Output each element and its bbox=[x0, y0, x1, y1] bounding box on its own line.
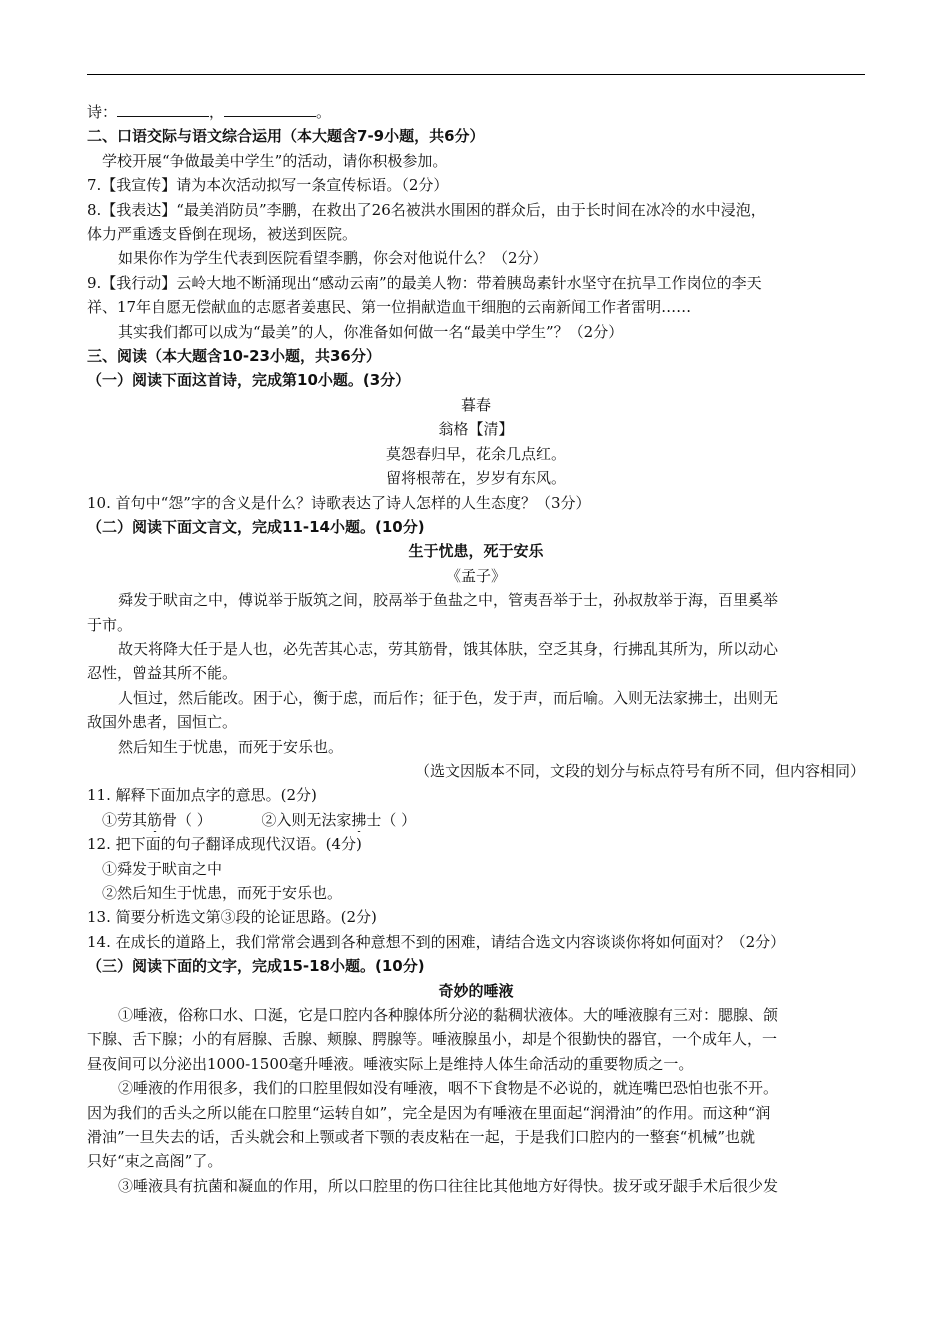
section2-intro: 学校开展“争做最美中学生”的活动，请你积极参加。 bbox=[102, 151, 448, 170]
question-8-line1: 8.【我表达】“最美消防员”李鹏，在救出了26名被洪水围困的群众后，由于长时间在冰冷的水中浸泡， bbox=[87, 200, 766, 219]
section2-heading: 二、口语交际与语文综合运用（本大题含7-9小题，共6分） bbox=[87, 127, 485, 146]
classical-p1-line1: 舜发于畎亩之中，傅说举于版筑之间，胶鬲举于鱼盐之中，管夷吾举于士，孙叔敖举于海，百里奚举 bbox=[118, 591, 779, 610]
poem-fill-line bbox=[87, 100, 865, 124]
classical-p4: 然后知生于忧患，而死于安乐也。 bbox=[118, 737, 344, 756]
question-9-line3: 其实我们都可以成为“最美”的人，你准备如何做一名“最美中学生”？（2分） bbox=[118, 322, 624, 341]
q11-b-dotted-char: 拂 bbox=[351, 810, 367, 829]
essay-p1-line3: 昼夜间可以分泌出1000-1500毫升唾液。唾液实际上是维持人体生命活动的重要物质之一。 bbox=[87, 1054, 694, 1073]
q11-b-post: 士（ ） bbox=[366, 810, 417, 829]
q11-a-post: 骨（ ） bbox=[162, 810, 212, 829]
poem-title: 暮春 bbox=[460, 395, 491, 414]
question-8-line3: 如果你作为学生代表到医院看望李鹏，你会对他说什么？（2分） bbox=[118, 249, 548, 268]
question-7: 7.【我宣传】请为本次活动拟写一条宣传标语。（2分） bbox=[87, 176, 449, 195]
q11-b-pre: ②入则无法家 bbox=[261, 810, 352, 829]
essay-title: 奇妙的唾液 bbox=[438, 981, 514, 1000]
answer-blank-2[interactable] bbox=[224, 101, 316, 117]
poem-author: 翁格【清】 bbox=[438, 420, 514, 439]
question-11: 11. 解释下面加点字的意思。(2分) bbox=[87, 786, 317, 805]
selection-note: （选文因版本不同，文段的划分与标点符号有所不同，但内容相同） bbox=[414, 761, 865, 780]
essay-p1-line1: ①唾液，俗称口水、口涎，它是口腔内各种腺体所分泌的黏稠状液体。大的唾液腺有三对：腮腺、颌 bbox=[118, 1006, 779, 1025]
question-13: 13. 简要分析选文第③段的论证思路。(2分) bbox=[87, 908, 377, 927]
essay-p2-line3: 滑油”一旦失去的话，舌头就会和上颚或者下颚的表皮粘在一起，于是我们口腔内的一整套“机械”也就 bbox=[87, 1128, 756, 1147]
classical-p2-line2: 忍性，曾益其所不能。 bbox=[87, 664, 238, 683]
essay-p2-line1: ②唾液的作用很多，我们的口腔里假如没有唾液，咽不下食物是不必说的，就连嘴巴恐怕也张不开。 bbox=[118, 1079, 779, 1098]
classical-p2-line1: 故天将降大任于是人也，必先苦其心志，劳其筋骨，饿其体肤，空乏其身，行拂乱其所为，所以动心 bbox=[118, 639, 779, 658]
part3-heading: （三）阅读下面的文字，完成15-18小题。(10分) bbox=[87, 957, 425, 976]
question-12: 12. 把下面的句子翻译成现代汉语。(4分) bbox=[87, 835, 362, 854]
essay-p2-line4: 只好“束之高阁”了。 bbox=[87, 1152, 223, 1171]
question-12-b: ②然后知生于忧患，而死于安乐也。 bbox=[102, 884, 343, 902]
part1-heading: （一）阅读下面这首诗，完成第10小题。(3分） bbox=[87, 371, 411, 390]
classical-p3-line1: 人恒过，然后能改。困于心，衡于虑，而后作；征于色，发于声，而后喻。入则无法家拂士，出则无 bbox=[118, 688, 779, 707]
classical-text-title: 生于忧患，死于安乐 bbox=[408, 542, 544, 561]
poem-line-1: 莫怨春归早，花余几点红。 bbox=[385, 444, 566, 463]
answer-blank-1[interactable] bbox=[117, 101, 209, 117]
part2-heading: （二）阅读下面文言文，完成11-14小题。(10分) bbox=[87, 517, 425, 536]
classical-p3-line2: 敌国外患者，国恒亡。 bbox=[87, 713, 238, 732]
question-11-items bbox=[87, 808, 865, 832]
question-12-a: ①舜发于畎亩之中 bbox=[102, 859, 223, 878]
question-10: 10. 首句中“怨”字的含义是什么？诗歌表达了诗人怎样的人生态度？（3分） bbox=[87, 493, 591, 512]
poem-fill-prefix: 诗： bbox=[87, 103, 118, 121]
poem-line-2: 留将根蒂在，岁岁有东风。 bbox=[385, 469, 566, 488]
question-14: 14. 在成长的道路上，我们常常会遇到各种意想不到的困难，请结合选文内容谈谈你将如何面对？（2分） bbox=[87, 932, 786, 951]
essay-p3-line1: ③唾液具有抗菌和凝血的作用，所以口腔里的伤口往往比其他地方好得快。拔牙或牙龈手术后很少发 bbox=[118, 1176, 779, 1195]
header-rule bbox=[87, 74, 865, 75]
question-8-line2: 体力严重透支昏倒在现场，被送到医院。 bbox=[87, 225, 358, 244]
poem-fill-sep: ， bbox=[209, 103, 225, 121]
exam-page bbox=[87, 100, 865, 1198]
classical-p1-line2: 于市。 bbox=[87, 615, 133, 634]
classical-text-source: 《孟子》 bbox=[445, 566, 506, 585]
question-9-line2: 祥、17年自愿无偿献血的志愿者姜惠民、第一位捐献造血干细胞的云南新闻工作者雷明…… bbox=[87, 298, 692, 317]
q11-a-dotted-char: 筋 bbox=[147, 810, 163, 829]
poem-fill-end: 。 bbox=[316, 103, 332, 121]
essay-p1-line2: 下腺、舌下腺；小的有唇腺、舌腺、颊腺、腭腺等。唾液腺虽小，却是个很勤快的器官，一个成年人，一 bbox=[87, 1030, 778, 1049]
essay-p2-line2: 因为我们的舌头之所以能在口腔里“运转自如”，完全是因为有唾液在里面起“润滑油”的作用。而这种“润 bbox=[87, 1103, 771, 1122]
q11-a-pre: ①劳其 bbox=[102, 810, 148, 829]
question-9-line1: 9.【我行动】云岭大地不断涌现出“感动云南”的最美人物：带着胰岛素针水坚守在抗旱工作岗位的李天 bbox=[87, 273, 762, 292]
section3-heading: 三、阅读（本大题含10-23小题，共36分） bbox=[87, 347, 381, 366]
